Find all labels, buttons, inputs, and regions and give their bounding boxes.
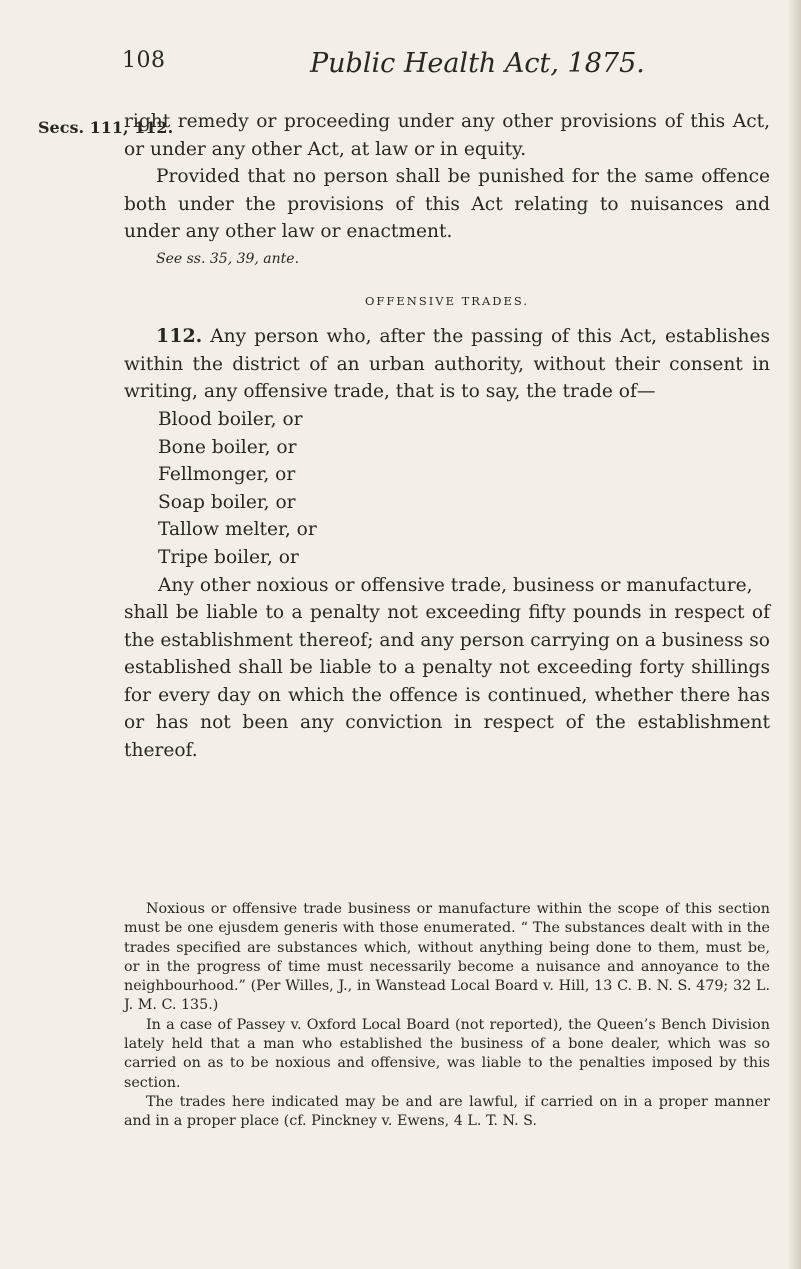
trade-item: Blood boiler, or <box>158 408 303 430</box>
section-heading: OFFENSIVE TRADES. <box>365 293 529 308</box>
trade-item: Fellmonger, or <box>158 464 296 486</box>
note-paragraph: In a case of Passey v. Oxford Local Board (not reported), the Queen’s Bench Division lately held that a man who established the business of a bone dealer, which was so carried on as to be noxious and offensive, was liable to the penalties imposed by this section. <box>124 1016 770 1091</box>
scan-shadow-edge <box>787 0 801 1269</box>
cross-reference-note: See ss. 35, 39, ante. <box>156 250 300 267</box>
section-112-intro <box>124 323 770 406</box>
running-title: Public Health Act, 1875. <box>310 48 645 79</box>
trade-item: Soap boiler, or <box>158 491 296 513</box>
section-111-paragraph: right remedy or proceeding under any other provisions of this Act, or under any other Act, at law or in equity. <box>124 111 770 160</box>
section-number: 112. <box>156 325 203 348</box>
trade-item: Any other noxious or offensive trade, business or manufacture, <box>158 574 753 596</box>
main-text <box>124 108 770 765</box>
section-112-intro-text: Any person who, after the passing of this Act, establishes within the district of an urban authority, without their consent in writing, any offensive trade, that is to say, the trade of— <box>124 326 770 403</box>
trade-item: Bone boiler, or <box>158 436 297 458</box>
page-header <box>0 48 801 88</box>
commentary-notes <box>124 900 770 1132</box>
trade-item: Tripe boiler, or <box>158 546 299 568</box>
page-number: 108 <box>122 48 166 73</box>
section-112-conclusion: shall be liable to a penalty not exceeding fifty pounds in respect of the establishment thereof; and any person carrying on a business so established shall be liable to a penalty not exceeding forty shillings for every day on which the offence is continued, whether there has or has not been any conviction in respect of the establishment thereof. <box>124 602 770 762</box>
margin-section-reference: Secs. 111, 112. <box>38 118 174 137</box>
trade-list <box>124 406 770 599</box>
note-paragraph: The trades here indicated may be and are lawful, if carried on in a proper manner and in a proper place (cf. Pinckney v. Ewens, 4 L. T. N. S. <box>124 1093 770 1130</box>
proviso-paragraph: Provided that no person shall be punished for the same offence both under the provisions of this Act relating to nuisances and under any other law or enactment. <box>124 166 770 243</box>
trade-item: Tallow melter, or <box>158 519 317 541</box>
note-paragraph: Noxious or offensive trade business or manufacture within the scope of this section must be one ejusdem generis with those enumerated. “ The substances dealt with in the trades specified are substances which, without anything being done to them, must be, or in the progress of time must necessarily become a nuisance and annoyance to the neighbourhood.” (Per Willes, J., in Wanstead Local Board v. Hill, 13 C. B. N. S. 479; 32 L. J. M. C. 135.) <box>124 901 770 1014</box>
